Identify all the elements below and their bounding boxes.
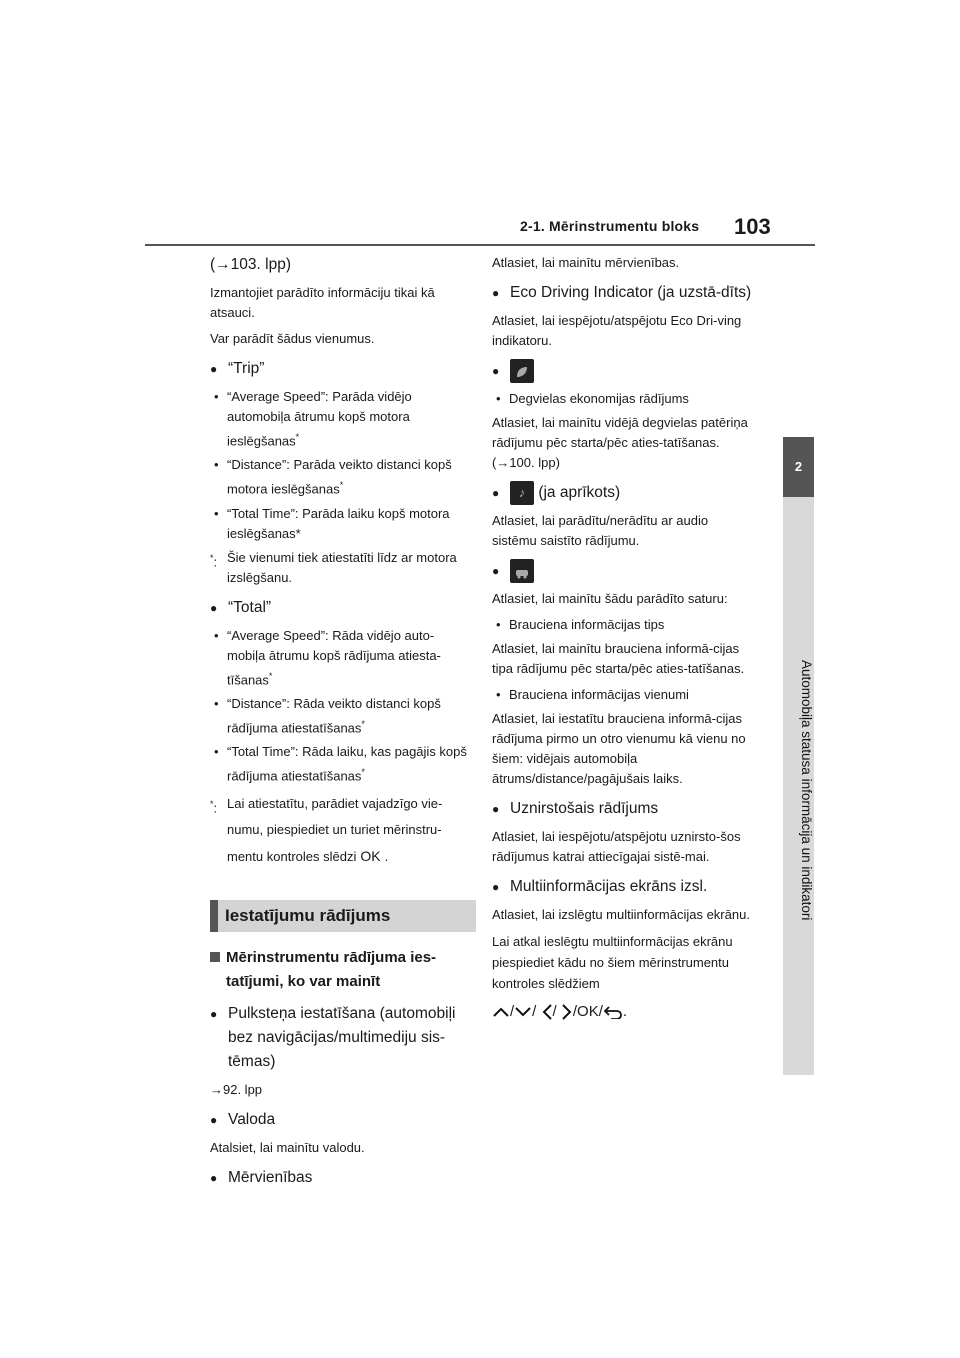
right-column	[492, 253, 754, 1024]
vehicle-info-icon	[510, 559, 534, 583]
page-reference: →92. lpp	[210, 1081, 263, 1097]
ok-button-glyph: OK	[360, 847, 381, 864]
paragraph: Atalsiet, lai mainītu valodu.	[210, 1139, 365, 1155]
list-item: • Brauciena informācijas vienumi	[492, 685, 754, 705]
left-column	[210, 253, 472, 1196]
bullet-popup: ● Uznirstošais rādījums	[492, 797, 754, 821]
paragraph: Var parādīt šādus vienumus.	[210, 331, 375, 346]
page-reference: (→103. lpp)	[210, 256, 291, 273]
leaf-icon	[510, 359, 534, 383]
list-item: • “Distance”: Parāda veikto distanci kopš motora ieslēgšanas*	[210, 455, 472, 499]
ok-button-glyph: OK	[577, 1003, 599, 1021]
paragraph: Atlasiet, lai mainītu vidējā degvielas patēriņa rādījumu pēc starta/pēc aties-tatīšanas. (→100. lpp)	[492, 415, 748, 471]
chevron-left-icon	[541, 1003, 553, 1021]
bullet-units: ● Mērvienības	[210, 1166, 472, 1190]
list-item: • “Distance”: Rāda veikto distanci kopš rādījuma atiestatīšanas*	[210, 694, 472, 738]
bullet-audio: ● ♪ (ja aprīkots)	[492, 481, 754, 505]
sub-heading: Mērinstrumentu rādījuma ies-tatījumi, ko var mainīt	[210, 946, 472, 994]
chevron-right-icon	[561, 1003, 573, 1021]
list-item: • “Total Time”: Parāda laiku kopš motora ieslēgšanas*	[210, 504, 472, 544]
bullet-language: ● Valoda	[210, 1108, 472, 1132]
bullet-mid-off: ● Multiinformācijas ekrāns izsl.	[492, 875, 754, 899]
list-item: • “Total Time”: Rāda laiku, kas pagājis kopš rādījuma atiestatīšanas*	[210, 742, 472, 786]
list-item: • “Average Speed”: Rāda vidējo auto-mobiļa ātrumu kopš rādījuma atiesta-tīšanas*	[210, 626, 472, 690]
chevron-down-icon	[514, 1006, 532, 1018]
bullet-total: ● “Total”	[210, 596, 472, 620]
paragraph: Atlasiet, lai mainītu šādu parādīto saturu:	[492, 591, 728, 607]
back-arrow-icon	[603, 1005, 623, 1019]
paragraph: Atlasiet, lai mainītu brauciena informā-cijas tipa rādījumu pēc starta/pēc aties-tatīšanas.	[492, 641, 745, 677]
bullet-fuel-icon	[492, 359, 754, 383]
list-item: • Brauciena informācijas tips	[492, 615, 754, 635]
paragraph: Atlasiet, lai mainītu mērvienības.	[492, 255, 680, 270]
bullet-trip: ● “Trip”	[210, 357, 472, 381]
bullet-eco: ● Eco Driving Indicator (ja uzstā-dīts)	[492, 281, 754, 305]
bullet-drive-info	[492, 559, 754, 583]
section-title: 2-1. Mērinstrumentu bloks	[520, 218, 700, 234]
bullet-clock: ● Pulksteņa iestatīšana (automobiļi bez navigācijas/multimediju sis-tēmas)	[210, 1002, 472, 1074]
header-rule	[145, 244, 815, 246]
section-heading: Iestatījumu rādījums	[210, 900, 476, 932]
page-number: 103	[734, 214, 771, 239]
paragraph: Izmantojiet parādīto informāciju tikai kā atsauci.	[210, 285, 435, 320]
music-note-icon: ♪	[510, 481, 534, 505]
chapter-title: Automobiļa statusa informācija un indikatori	[799, 659, 814, 921]
paragraph: Atlasiet, lai iespējotu/atspējotu uznirsto-šos rādījumus katrai attiecīgajai sistē-mai.	[492, 829, 741, 865]
footnote: *: Lai atiestatītu, parādiet vajadzīgo vie-numu, piespiediet un turiet mērinstru-mentu kontroles slēdzi OK .	[210, 791, 472, 870]
paragraph: Lai atkal ieslēgtu multiinformācijas ekrānu piespiediet kādu no šiem mērinstrumentu kontroles slēdžiem	[492, 934, 733, 992]
switch-symbols: / / / /OK/ .	[492, 1000, 754, 1024]
list-item: • Degvielas ekonomijas rādījums	[492, 389, 754, 409]
paragraph: Atlasiet, lai parādītu/nerādītu ar audio sistēmu saistīto rādījumu.	[492, 513, 709, 549]
chapter-number-tab: 2	[783, 437, 814, 497]
paragraph: Atlasiet, lai iestatītu brauciena informā-cijas rādījuma pirmo un otro vienumu kā vienu no šiem: vidējais automobiļa ātrums/distance/pagājušais laiks.	[492, 711, 746, 787]
chevron-up-icon	[492, 1006, 510, 1018]
footnote: *: Šie vienumi tiek atiestatīti līdz ar motora izslēgšanu.	[210, 549, 457, 585]
list-item: • “Average Speed”: Parāda vidējo automobiļa ātrumu kopš motora ieslēgšanas*	[210, 387, 472, 451]
paragraph: Atlasiet, lai iespējotu/atspējotu Eco Dri-ving indikatoru.	[492, 313, 742, 348]
paragraph: Atlasiet, lai izslēgtu multiinformācijas ekrānu.	[492, 907, 750, 923]
